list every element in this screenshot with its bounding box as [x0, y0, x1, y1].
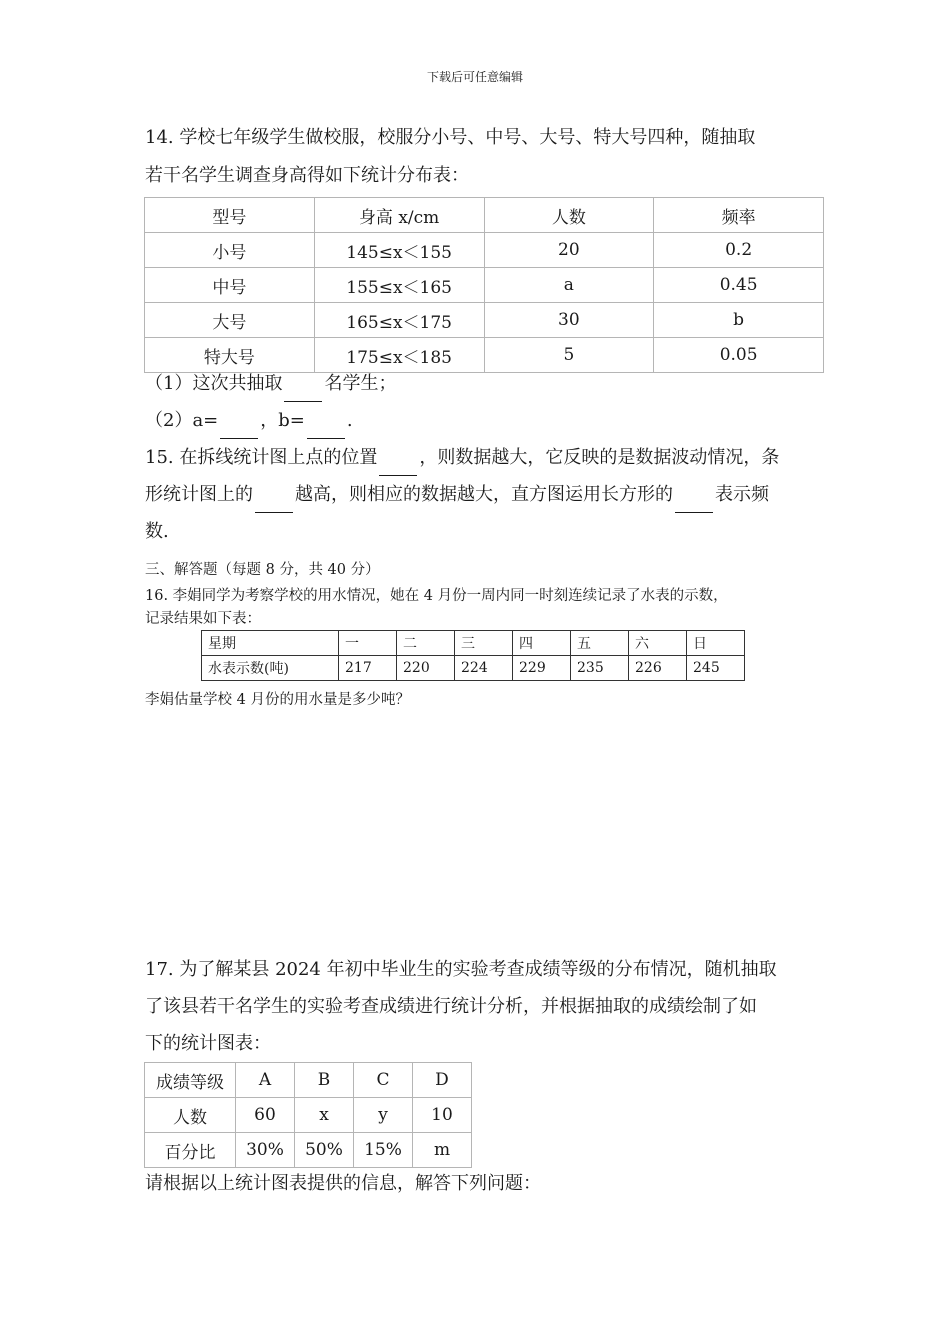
- q15-line1: [145, 440, 810, 476]
- table-row: [145, 1133, 472, 1168]
- table-cell: 成绩等级: [145, 1063, 236, 1098]
- answer-blank: [675, 494, 713, 513]
- table-row: [202, 631, 745, 656]
- water-meter-table: [201, 630, 745, 681]
- table-cell: A: [236, 1063, 295, 1098]
- q14-sub2-mid: ，b=: [260, 410, 305, 431]
- table-cell: y: [354, 1098, 413, 1133]
- table-cell: 一: [339, 631, 397, 656]
- q17-line1: 17. 为了解某县 2024 年初中毕业生的实验考查成绩等级的分布情况，随机抽取: [145, 959, 777, 980]
- table-cell: 224: [455, 656, 513, 681]
- table-cell: a: [484, 268, 654, 303]
- table-row: [145, 1098, 472, 1133]
- q16-line2: 记录结果如下表：: [145, 611, 261, 627]
- q15-l2-mid: 越高，则相应的数据越大，直方图运用长方形的: [295, 484, 673, 505]
- table-cell: 145≤x＜155: [314, 233, 484, 268]
- q14-sub2-end: .: [346, 410, 353, 431]
- table-cell: 15%: [354, 1133, 413, 1168]
- q15-l1-prefix: 15. 在拆线统计图上点的位置: [145, 447, 378, 468]
- table-cell: 20: [484, 233, 654, 268]
- table-cell: 235: [571, 656, 629, 681]
- table-row: [145, 233, 824, 268]
- table-cell: 特大号: [145, 338, 315, 373]
- table-cell: 245: [687, 656, 745, 681]
- grade-distribution-table: [144, 1062, 472, 1168]
- q14-sub1-suffix: 名学生；: [324, 373, 397, 394]
- q17-line2: 了该县若干名学生的实验考查成绩进行统计分析，并根据抽取的成绩绘制了如: [145, 996, 757, 1017]
- table-cell: 日: [687, 631, 745, 656]
- answer-blank: [255, 494, 293, 513]
- q14-sub1-prefix: （1）这次共抽取: [145, 373, 283, 394]
- table-cell: x: [295, 1098, 354, 1133]
- header-cell: 型号: [145, 198, 315, 233]
- table-cell: 220: [397, 656, 455, 681]
- table-cell: 四: [513, 631, 571, 656]
- q14-sub1: [145, 366, 810, 402]
- table-cell: m: [413, 1133, 472, 1168]
- table-cell: 人数: [145, 1098, 236, 1133]
- table-cell: 5: [484, 338, 654, 373]
- table-cell: 50%: [295, 1133, 354, 1168]
- table-cell: 百分比: [145, 1133, 236, 1168]
- table-cell: b: [654, 303, 824, 338]
- q15-l1-suffix: ，则数据越大，它反映的是数据波动情况，条: [419, 447, 780, 468]
- table-cell: 二: [397, 631, 455, 656]
- table-cell: B: [295, 1063, 354, 1098]
- table-cell: 217: [339, 656, 397, 681]
- table-cell: 0.2: [654, 233, 824, 268]
- table-cell: 0.45: [654, 268, 824, 303]
- answer-blank: [284, 383, 322, 402]
- table-cell: 30%: [236, 1133, 295, 1168]
- table-row: [145, 268, 824, 303]
- table-header-row: [145, 198, 824, 233]
- table-cell: 五: [571, 631, 629, 656]
- table-row: [145, 303, 824, 338]
- table-cell: 30: [484, 303, 654, 338]
- q16-question: 李娟估量学校 4 月份的用水量是多少吨？: [145, 692, 410, 708]
- table-cell: 10: [413, 1098, 472, 1133]
- table-row: [202, 656, 745, 681]
- table-cell: 星期: [202, 631, 339, 656]
- height-distribution-table: [144, 197, 824, 373]
- q15-l2-prefix: 形统计图上的: [145, 484, 253, 505]
- header-cell: 频率: [654, 198, 824, 233]
- table-cell: 155≤x＜165: [314, 268, 484, 303]
- q15-line3: 数.: [145, 521, 169, 542]
- q14-line1: 14. 学校七年级学生做校服，校服分小号、中号、大号、特大号四种，随抽取: [145, 127, 756, 148]
- header-cell: 人数: [484, 198, 654, 233]
- q14-line2: 若干名学生调查身高得如下统计分布表：: [145, 165, 469, 186]
- table-cell: 小号: [145, 233, 315, 268]
- table-cell: 175≤x＜185: [314, 338, 484, 373]
- table-cell: 三: [455, 631, 513, 656]
- table-cell: 水表示数(吨): [202, 656, 339, 681]
- table-cell: 165≤x＜175: [314, 303, 484, 338]
- table-cell: 六: [629, 631, 687, 656]
- q15-l2-suffix: 表示频: [715, 484, 769, 505]
- answer-blank: [379, 457, 417, 476]
- answer-blank-b: [307, 420, 345, 439]
- table-cell: 60: [236, 1098, 295, 1133]
- page-header: 下载后可任意编辑: [426, 70, 523, 84]
- q14-sub2-prefix: （2）a=: [145, 410, 219, 431]
- table-cell: 229: [513, 656, 571, 681]
- q14-sub2: [145, 403, 810, 439]
- table-row: [145, 1063, 472, 1098]
- answer-blank-a: [220, 420, 258, 439]
- q16-line1: 16. 李娟同学为考察学校的用水情况，她在 4 月份一周内同一时刻连续记录了水表的示数，: [145, 588, 728, 604]
- q17-line3: 下的统计图表：: [145, 1033, 271, 1054]
- q15-line2: [145, 477, 810, 513]
- table-cell: C: [354, 1063, 413, 1098]
- table-cell: 中号: [145, 268, 315, 303]
- header-cell: 身高 x/cm: [314, 198, 484, 233]
- table-cell: 226: [629, 656, 687, 681]
- table-cell: 0.05: [654, 338, 824, 373]
- table-cell: D: [413, 1063, 472, 1098]
- section-heading: 三、解答题（每题 8 分，共 40 分）: [145, 562, 380, 578]
- table-cell: 大号: [145, 303, 315, 338]
- q17-after-text: 请根据以上统计图表提供的信息，解答下列问题：: [145, 1173, 541, 1194]
